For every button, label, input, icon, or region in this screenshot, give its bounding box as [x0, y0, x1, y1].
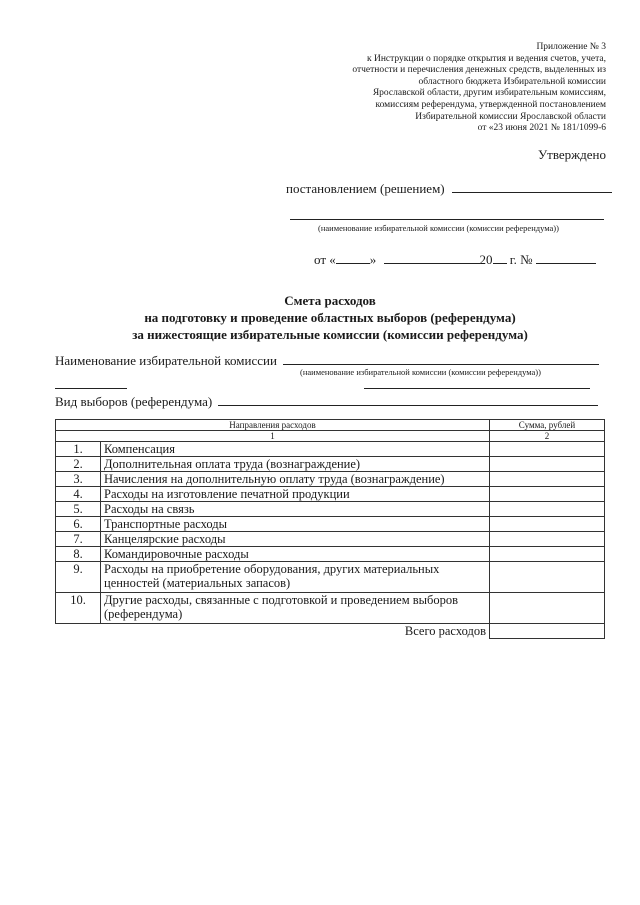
total-sum-cell[interactable] — [490, 624, 605, 639]
row-sum-cell[interactable] — [490, 442, 605, 457]
row-sum-cell[interactable] — [490, 562, 605, 593]
annex-line: отчетности и перечисления денежных средств, выделенных из — [352, 65, 606, 76]
header-sum: Сумма, рублей — [490, 420, 605, 431]
row-sum-cell[interactable] — [490, 517, 605, 532]
table-row — [56, 547, 605, 562]
total-label: Всего расходов — [404, 624, 486, 638]
election-type-label: Вид выборов (референдума) — [55, 394, 213, 409]
annex-line: Приложение № 3 — [536, 42, 606, 52]
row-sum-cell[interactable] — [490, 472, 605, 487]
row-sum-cell[interactable] — [490, 502, 605, 517]
row-label: Расходы на связь — [101, 502, 490, 517]
row-number: 9. — [56, 562, 101, 593]
row-label: Транспортные расходы — [101, 517, 490, 532]
row-label: Начисления на дополнительную оплату труда (вознаграждение) — [101, 472, 490, 487]
commission-name-blank[interactable] — [283, 352, 599, 365]
date-row — [314, 251, 596, 268]
row-number: 5. — [56, 502, 101, 517]
row-label: Командировочные расходы — [101, 547, 490, 562]
table-row — [56, 593, 605, 624]
row-sum-cell[interactable] — [490, 547, 605, 562]
row-sum-cell[interactable] — [490, 593, 605, 624]
approved-label: Утверждено — [537, 147, 606, 162]
number-label: г. № — [509, 252, 533, 267]
row-number: 4. — [56, 487, 101, 502]
annex-line: к Инструкции о порядке открытия и ведения счетов, учета, — [366, 53, 606, 64]
table-row — [56, 442, 605, 457]
month-blank[interactable] — [384, 251, 480, 264]
table-header-num-row — [56, 431, 605, 442]
row-label: Другие расходы, связанные с подготовкой и проведением выборов (референдума) — [101, 593, 490, 624]
table-row — [56, 457, 605, 472]
table-header-row — [56, 420, 605, 431]
row-label: Компенсация — [101, 442, 490, 457]
header-directions: Направления расходов — [56, 420, 490, 431]
table-row — [56, 502, 605, 517]
row-number: 1. — [56, 442, 101, 457]
election-type-row — [55, 393, 598, 410]
election-type-blank[interactable] — [218, 393, 598, 406]
year-label: 20 — [479, 252, 493, 267]
table-row — [56, 487, 605, 502]
annex-line: областного бюджета Избирательной комиссии — [418, 76, 606, 87]
commission-blank[interactable] — [290, 207, 604, 220]
number-blank[interactable] — [536, 251, 596, 264]
row-number: 10. — [56, 593, 101, 624]
extra-blank-left[interactable] — [55, 376, 127, 389]
date-from-label: от « — [314, 252, 336, 267]
row-number: 6. — [56, 517, 101, 532]
header-num-2: 2 — [490, 431, 605, 442]
extra-blank-right[interactable] — [364, 376, 590, 389]
row-number: 2. — [56, 457, 101, 472]
table-row — [56, 562, 605, 593]
row-label: Расходы на приобретение оборудования, других материальных ценностей (материальных запасов) — [101, 562, 490, 593]
header-num-1: 1 — [56, 431, 490, 442]
table-row — [56, 472, 605, 487]
title-line-3: за нижестоящие избирательные комиссии (комиссии референдума) — [132, 327, 528, 342]
total-row — [56, 624, 605, 639]
row-sum-cell[interactable] — [490, 457, 605, 472]
row-sum-cell[interactable] — [490, 487, 605, 502]
row-label: Дополнительная оплата труда (вознаграждение) — [101, 457, 490, 472]
resolution-label: постановлением (решением) — [286, 181, 445, 196]
annex-line: комиссиям референдума, утвержденной постановлением — [375, 99, 606, 110]
annex-block — [306, 42, 606, 135]
extra-blank-row — [55, 376, 590, 393]
row-number: 8. — [56, 547, 101, 562]
title-line-2: на подготовку и проведение областных выборов (референдума) — [144, 310, 516, 325]
resolution-blank[interactable] — [452, 180, 612, 193]
title-line-1: Смета расходов — [284, 293, 376, 308]
row-label: Канцелярские расходы — [101, 532, 490, 547]
resolution-row — [286, 180, 612, 197]
row-label: Расходы на изготовление печатной продукции — [101, 487, 490, 502]
document-title — [60, 292, 600, 343]
expense-table — [55, 419, 605, 639]
day-blank[interactable] — [336, 251, 370, 264]
commission-name-label: Наименование избирательной комиссии — [55, 353, 277, 368]
table-row — [56, 517, 605, 532]
row-sum-cell[interactable] — [490, 532, 605, 547]
date-quote: » — [369, 252, 377, 267]
commission-blank-row — [290, 207, 604, 224]
row-number: 7. — [56, 532, 101, 547]
annex-line: Ярославской области, другим избирательным комиссиям, — [372, 88, 606, 99]
annex-line: от «23 июня 2021 № 181/1099-6 — [477, 123, 606, 134]
year-blank[interactable] — [493, 251, 507, 264]
annex-line: Избирательной комиссии Ярославской области — [415, 111, 606, 122]
row-number: 3. — [56, 472, 101, 487]
commission-caption-top: (наименование избирательной комиссии (комиссии референдума)) — [318, 223, 559, 233]
commission-caption: (наименование избирательной комиссии (комиссии референдума)) — [300, 367, 541, 377]
table-row — [56, 532, 605, 547]
